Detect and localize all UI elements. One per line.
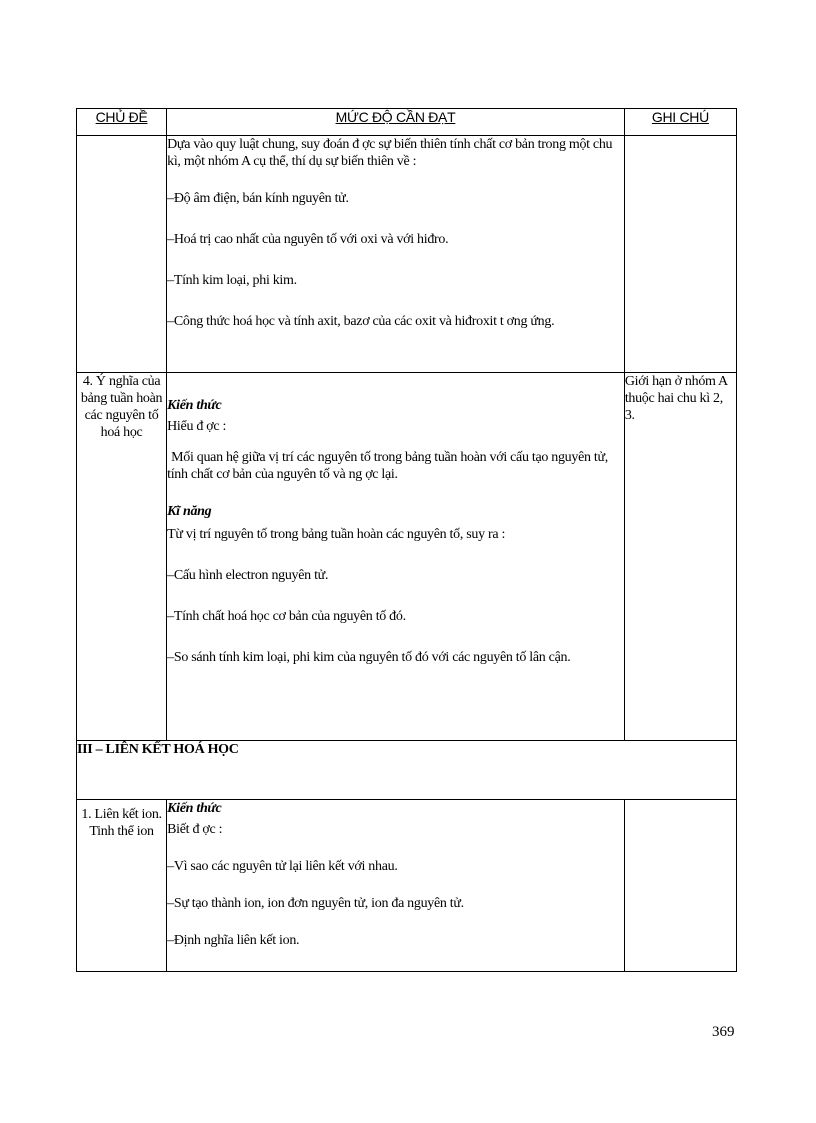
row3-item: – Định nghĩa liên kết ion.: [167, 932, 624, 949]
row2-skills-intro: Từ vị trí nguyên tố trong bảng tuần hoàn các nguyên tố, suy ra :: [167, 527, 506, 542]
table-header-row: [77, 109, 737, 136]
row2-understand: Hiểu đ ợc :: [167, 419, 227, 434]
row3-know: Biết đ ợc :: [167, 822, 223, 837]
row2-topic-cell: [77, 373, 167, 741]
row1-item: – Độ âm điện, bán kính nguyên tử.: [167, 190, 624, 207]
row2-item: – Cấu hình electron nguyên tử.: [167, 567, 624, 584]
header-level: MỨC ĐỘ CẦN ĐẠT: [167, 109, 625, 136]
section-row: [77, 741, 737, 800]
row3-item: – Vì sao các nguyên tử lại liên kết với nhau.: [167, 858, 624, 875]
header-notes: GHI CHÚ: [624, 109, 736, 136]
row1-topic-cell: [77, 136, 167, 373]
table-row: [77, 373, 737, 741]
row1-item: – Tính kim loại, phi kim.: [167, 272, 624, 289]
row2-skills-heading: Kĩ năng: [167, 504, 212, 519]
row3-note-cell: [624, 800, 736, 972]
row1-item: – Hoá trị cao nhất của nguyên tố với oxi và với hiđro.: [167, 231, 624, 248]
row3-knowledge-heading: Kiến thức: [167, 801, 222, 816]
section-title: III – LIÊN KẾT HOÁ HỌC: [77, 741, 737, 800]
row2-knowledge-heading: Kiến thức: [167, 398, 222, 413]
row2-topic: 4. Ý nghĩa của bảng tuần hoàn các nguyên tố hoá học: [80, 374, 163, 440]
row3-item: – Sự tạo thành ion, ion đơn nguyên tử, ion đa nguyên tử.: [167, 895, 624, 912]
row2-item: – So sánh tính kim loại, phi kim của nguyên tố đó với các nguyên tố lân cận.: [167, 649, 624, 666]
table-row: [77, 800, 737, 972]
row1-content-cell: [167, 136, 625, 373]
row2-content-cell: [167, 373, 625, 741]
row2-note-cell: [624, 373, 736, 741]
row3-content-cell: [167, 800, 625, 972]
content-table: [76, 108, 737, 972]
header-topic: CHỦ ĐỀ: [77, 109, 167, 136]
row2-note: Giới hạn ở nhóm A thuộc hai chu kì 2, 3.: [624, 374, 728, 423]
row1-intro: Dựa vào quy luật chung, suy đoán đ ợc sự biến thiên tính chất cơ bản trong một chu kì, một nhóm A cụ thể, thí dụ sự biến thiên về :: [167, 137, 613, 169]
row2-item: – Tính chất hoá học cơ bản của nguyên tố đó.: [167, 608, 624, 625]
row3-topic: 1. Liên kết ion. Tinh thể ion: [81, 807, 162, 839]
row1-item: – Công thức hoá học và tính axit, bazơ của các oxit và hiđroxit t ơng ứng.: [167, 313, 624, 330]
table-row: [77, 136, 737, 373]
row1-note-cell: [624, 136, 736, 373]
page-number: 369: [712, 1024, 735, 1040]
row3-topic-cell: [77, 800, 167, 972]
row2-relation: Mối quan hệ giữa vị trí các nguyên tố trong bảng tuần hoàn với cấu tạo nguyên tử, tính chất cơ bản của nguyên tố và ng ợc lại.: [167, 450, 608, 482]
